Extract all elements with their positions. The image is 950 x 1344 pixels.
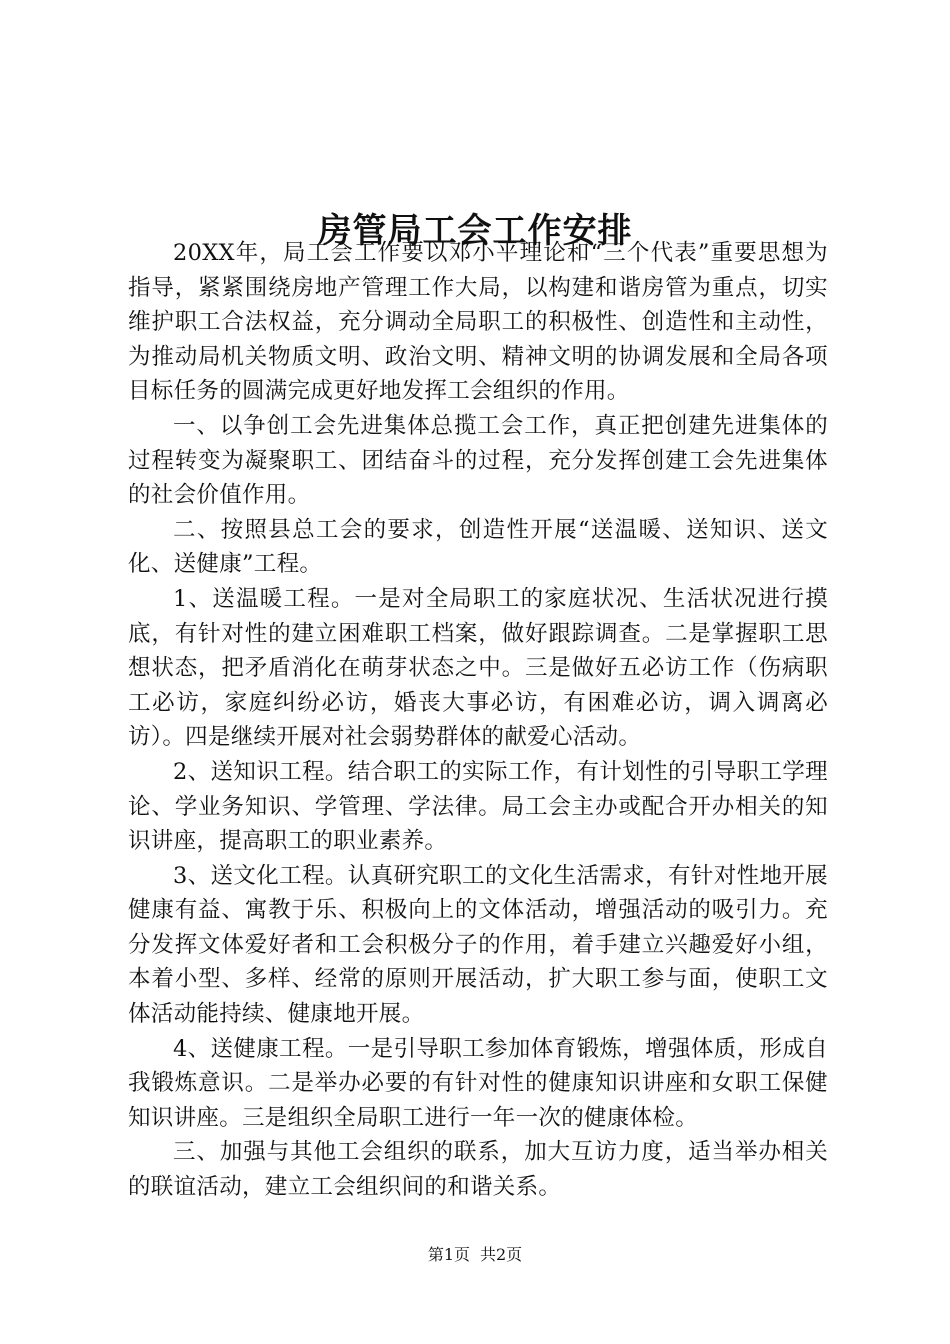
intro-paragraph: 20XX年，局工会工作要以邓小平理论和“三个代表”重要思想为指导，紧紧围绕房地产管理工作大局，以构建和谐房管为重点，切实维护职工合法权益，充分调动全局职工的积极性、创造性和主动性，为推动局机关物质文明、政治文明、精神文明的协调发展和全局各项目标任务的圆满完成更好地发挥工会组织的作用。: [128, 240, 828, 405]
section-three-paragraph: 三、加强与其他工会组织的联系，加大互访力度，适当举办相关的联谊活动，建立工会组织间的和谐关系。: [128, 1139, 828, 1201]
document-title: 房管局工会工作安排: [317, 210, 633, 251]
item-culture-paragraph: 3、送文化工程。认真研究职工的文化生活需求，有针对性地开展健康有益、寓教于乐、积极向上的文体活动，增强活动的吸引力。充分发挥文体爱好者和工会积极分子的作用，着手建立兴趣爱好小组，本着小型、多样、经常的原则开展活动，扩大职工参与面，使职工文体活动能持续、健康地开展。: [128, 862, 828, 1028]
page-footer: [0, 1244, 950, 1266]
page-total: 共2页: [480, 1245, 523, 1264]
item-knowledge-paragraph: 2、送知识工程。结合职工的实际工作，有计划性的引导职工学理论、学业务知识、学管理、学法律。局工会主办或配合开办相关的知识讲座，提高职工的职业素养。: [128, 758, 828, 855]
item-health-paragraph: 4、送健康工程。一是引导职工参加体育锻炼，增强体质，形成自我锻炼意识。二是举办必要的有针对性的健康知识讲座和女职工保健知识讲座。三是组织全局职工进行一年一次的健康体检。: [128, 1035, 828, 1131]
document-body: [128, 236, 828, 1205]
section-two-paragraph: 二、按照县总工会的要求，创造性开展“送温暖、送知识、送文化、送健康”工程。: [128, 516, 828, 578]
page-number: 第1页: [427, 1245, 470, 1264]
item-warmth-paragraph: 1、送温暖工程。一是对全局职工的家庭状况、生活状况进行摸底，有针对性的建立困难职工档案，做好跟踪调查。二是掌握职工思想状态，把矛盾消化在萌芽状态之中。三是做好五必访工作（伤病职工必访，家庭纠纷必访，婚丧大事必访，有困难必访，调入调离必访）。四是继续开展对社会弱势群体的献爱心活动。: [128, 585, 828, 751]
section-one-paragraph: 一、以争创工会先进集体总揽工会工作，真正把创建先进集体的过程转变为凝聚职工、团结奋斗的过程，充分发挥创建工会先进集体的社会价值作用。: [128, 412, 828, 509]
